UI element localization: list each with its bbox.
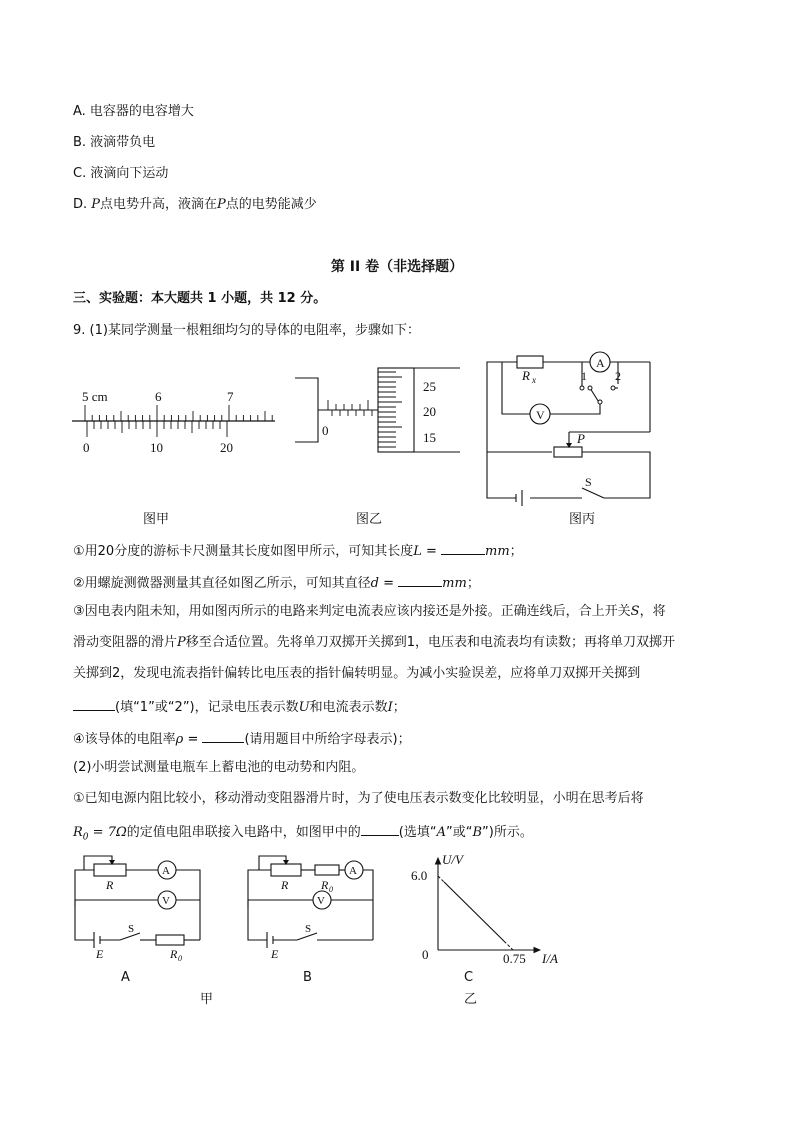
vernier-label-0: 0 [83, 440, 90, 455]
circuit-figure-bing [482, 352, 657, 507]
var-p: P [217, 197, 226, 212]
sub-question-3-line-3: 关掷到2，发现电流表指针偏转比电压表的指针偏转明显。为减小实验误差，应将单刀双掷开关掷到 [73, 666, 641, 681]
part-2-question-1-line-1: ①已知电源内阻比较小，移动滑动变阻器滑片时，为了使电压表示数变化比较明显，小明在思考后将 [73, 791, 644, 806]
r0-label: R [170, 947, 178, 961]
switch-s-label: S [585, 475, 592, 489]
option-b: B. 液滴带负电 [73, 135, 156, 150]
caption-fig-yi-2: 乙 [464, 992, 478, 1007]
var-p: P [91, 197, 101, 212]
part-2-question-1-line-2: $R_0 = 7\Omega$的定值电阻串联接入电路中，如图甲中的 (选填“A”或“B”)所示。 [73, 821, 533, 847]
sub-question-3-line-1: ③因电表内阻未知，用如图丙所示的电路来判定电流表应该内接还是外接。正确连线后，合上开关S，将 [73, 604, 666, 619]
r0-label: R [321, 878, 329, 892]
thimble-label-25: 25 [423, 379, 436, 394]
switch-terminal-2: 2 [615, 369, 621, 383]
vernier-scale-ticks [87, 421, 227, 437]
u-intercept-dash [438, 876, 444, 882]
r-label: R [281, 878, 289, 892]
voltmeter-label: V [536, 408, 545, 422]
u-i-graph [400, 850, 580, 975]
caption-fig-bing: 图丙 [569, 512, 596, 527]
caption-chart-c: C [464, 970, 474, 985]
r0-subscript: 0 [178, 954, 182, 963]
question-9-intro: 9. (1)某同学测量一根粗细均匀的导体的电阻率，步骤如下： [73, 323, 420, 338]
sleeve-ticks [328, 400, 372, 416]
rx-subscript: x [532, 375, 536, 385]
ammeter-label: A [349, 865, 357, 877]
caption-fig-jia-2: 甲 [200, 992, 214, 1007]
option-a: A. 电容器的电容增大 [73, 104, 194, 119]
main-scale-ticks [85, 405, 272, 421]
circuit-a-figure [72, 852, 207, 962]
x-tick-label: 0.75 [503, 951, 526, 966]
answer-blank[interactable] [202, 728, 244, 743]
thimble-label-20: 20 [423, 404, 436, 419]
rx-label: R [522, 368, 530, 383]
answer-blank[interactable] [398, 572, 442, 587]
voltmeter-label: V [317, 895, 325, 907]
sub-question-2: ②用螺旋测微器测量其直径如图乙所示，可知其直径d = mm； [73, 572, 480, 593]
sleeve-label-0: 0 [322, 423, 329, 438]
voltmeter-label: V [162, 895, 170, 907]
section-3-heading: 三、实验题：本大题共 1 小题，共 12 分。 [73, 291, 327, 306]
caption-circuit-b: B [303, 970, 312, 985]
option-c: C. 液滴向下运动 [73, 166, 169, 181]
micrometer-figure [290, 362, 465, 462]
answer-blank[interactable] [361, 821, 399, 836]
e-label: E [271, 947, 279, 961]
vernier-label-20: 20 [220, 440, 233, 455]
thimble-label-15: 15 [423, 430, 436, 445]
vernier-label-10: 10 [150, 440, 163, 455]
u-i-line [444, 882, 504, 941]
caption-fig-yi: 图乙 [356, 512, 383, 527]
circuit-b-figure [245, 852, 380, 962]
caliper-label-7: 7 [227, 389, 234, 404]
x-axis-label: I/A [542, 951, 558, 966]
vernier-caliper-figure [70, 385, 280, 465]
caption-fig-jia: 图甲 [143, 512, 170, 527]
caliper-label-6: 6 [155, 389, 162, 404]
option-d: D. P点电势升高，液滴在P点的电势能减少 [73, 197, 317, 212]
switch-s-label: S [128, 923, 135, 935]
caption-circuit-a: A [121, 970, 130, 985]
i-intercept-dash [504, 941, 513, 950]
ammeter-label: A [162, 865, 170, 877]
part-2-intro: (2)小明尝试测量电瓶车上蓄电池的电动势和内阻。 [73, 760, 365, 775]
answer-blank[interactable] [73, 696, 115, 711]
slider-label-p: P [577, 431, 585, 446]
origin-label: 0 [422, 947, 429, 962]
switch-s-label: S [305, 923, 312, 935]
section-title: 第 II 卷（非选择题） [330, 259, 464, 275]
sub-question-3-line-2: 滑动变阻器的滑片P移至合适位置。先将单刀双掷开关掷到1，电压表和电流表均有读数；再将单刀双掷开 [73, 635, 676, 650]
switch-terminal-1: 1 [581, 369, 587, 383]
answer-blank[interactable] [441, 540, 485, 555]
e-label: E [96, 947, 104, 961]
sub-question-4: ④该导体的电阻率ρ = (请用题目中所给字母表示)； [73, 728, 411, 749]
caliper-label-5cm: 5 cm [82, 389, 108, 404]
sub-question-1: ①用20分度的游标卡尺测量其长度如图甲所示，可知其长度L = mm； [73, 540, 523, 561]
y-axis-label: U/V [442, 852, 463, 867]
sub-question-3-line-4: (填“1”或“2”)，记录电压表示数U和电流表示数I； [73, 696, 406, 717]
r0-subscript: 0 [329, 885, 333, 894]
ammeter-label: A [596, 356, 605, 370]
y-tick-label: 6.0 [411, 868, 428, 883]
r-label: R [106, 878, 114, 892]
